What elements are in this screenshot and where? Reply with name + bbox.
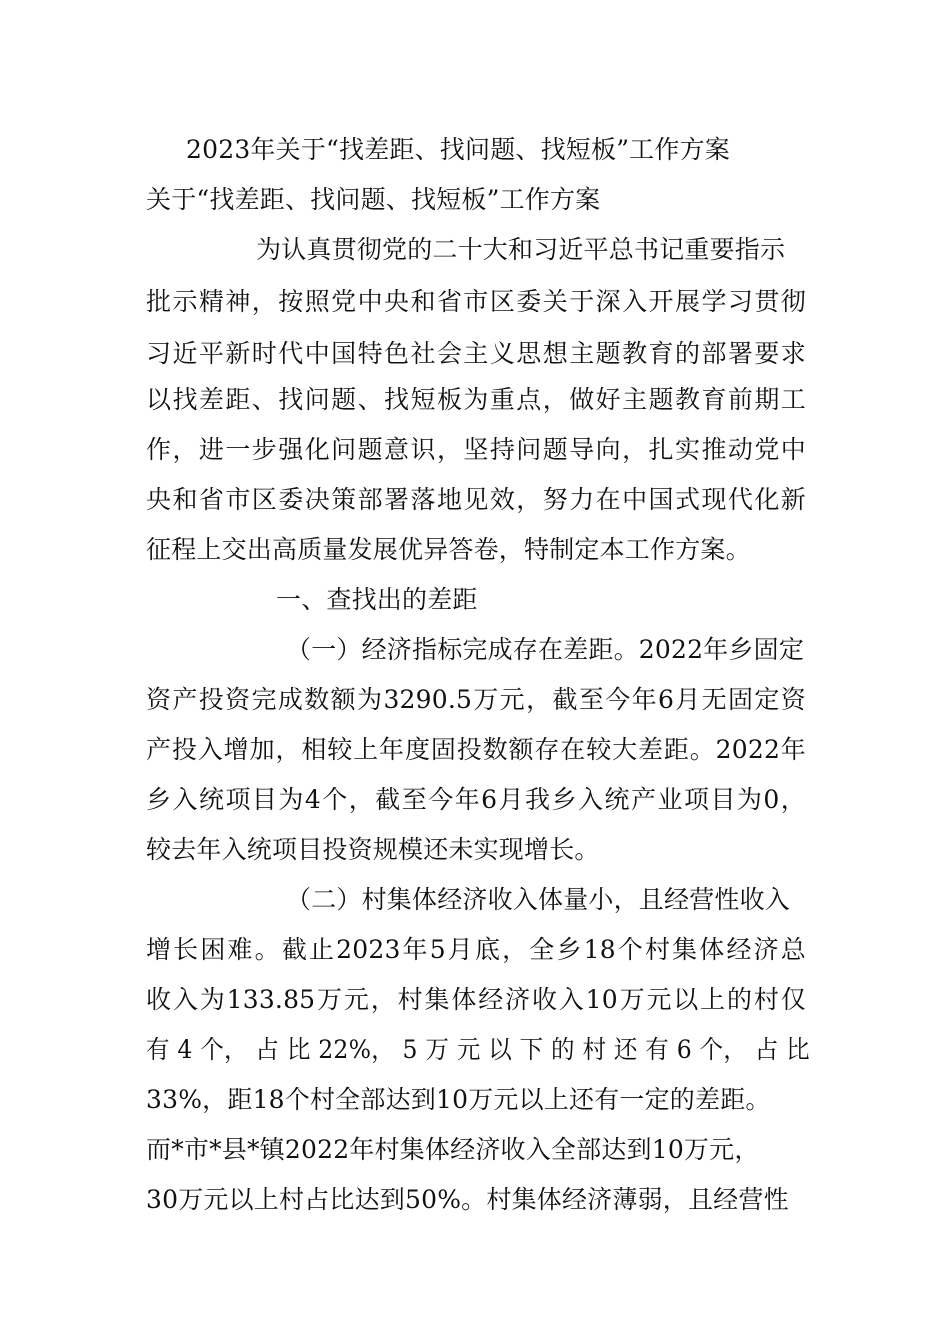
body-line: 乡入统项目为4个，截至今年6月我乡入统产业项目为0， bbox=[146, 785, 806, 814]
body-line: 33%，距18个村全部达到10万元以上还有一定的差距。 bbox=[146, 1085, 771, 1114]
body-line: 而*市*县*镇2022年村集体经济收入全部达到10万元， bbox=[146, 1135, 760, 1164]
body-line: 产投入增加，相较上年度固投数额存在较大差距。2022年 bbox=[146, 735, 806, 764]
document-subtitle: 关于“找差距、找问题、找短板”工作方案 bbox=[146, 185, 601, 214]
body-line: 央和省市区委决策部署落地见效，努力在中国式现代化新 bbox=[146, 485, 806, 514]
body-line: 30万元以上村占比达到50%。村集体经济薄弱，且经营性 bbox=[146, 1185, 789, 1214]
body-line: 习近平新时代中国特色社会主义思想主题教育的部署要求 bbox=[146, 339, 806, 368]
body-line: 批示精神，按照党中央和省市区委关于深入开展学习贯彻 bbox=[146, 287, 806, 316]
body-line: 为认真贯彻党的二十大和习近平总书记重要指示 bbox=[256, 235, 786, 264]
document-title: 2023年关于“找差距、找问题、找短板”工作方案 bbox=[186, 135, 730, 164]
section-heading: 一、查找出的差距 bbox=[276, 585, 478, 614]
body-line: 以找差距、找问题、找短板为重点，做好主题教育前期工 bbox=[146, 385, 806, 414]
body-line: 作，进一步强化问题意识，坚持问题导向，扎实推动党中 bbox=[146, 435, 806, 464]
subsection-heading: （一）经济指标完成存在差距。2022年乡固定 bbox=[286, 635, 805, 664]
body-line: 征程上交出高质量发展优异答卷，特制定本工作方案。 bbox=[146, 535, 751, 564]
body-line: 资产投资完成数额为3290.5万元，截至今年6月无固定资 bbox=[146, 685, 806, 714]
body-line: 增长困难。截止2023年5月底，全乡18个村集体经济总 bbox=[146, 935, 806, 964]
body-line: 收入为133.85万元，村集体经济收入10万元以上的村仅 bbox=[146, 985, 806, 1014]
subsection-heading: （二）村集体经济收入体量小，且经营性收入 bbox=[286, 885, 791, 914]
body-line: 有 4 个， 占 比 22%， 5 万 元 以 下 的 村 还 有 6 个， 占 比 bbox=[146, 1035, 810, 1064]
body-line: 较去年入统项目投资规模还未实现增长。 bbox=[146, 835, 600, 864]
